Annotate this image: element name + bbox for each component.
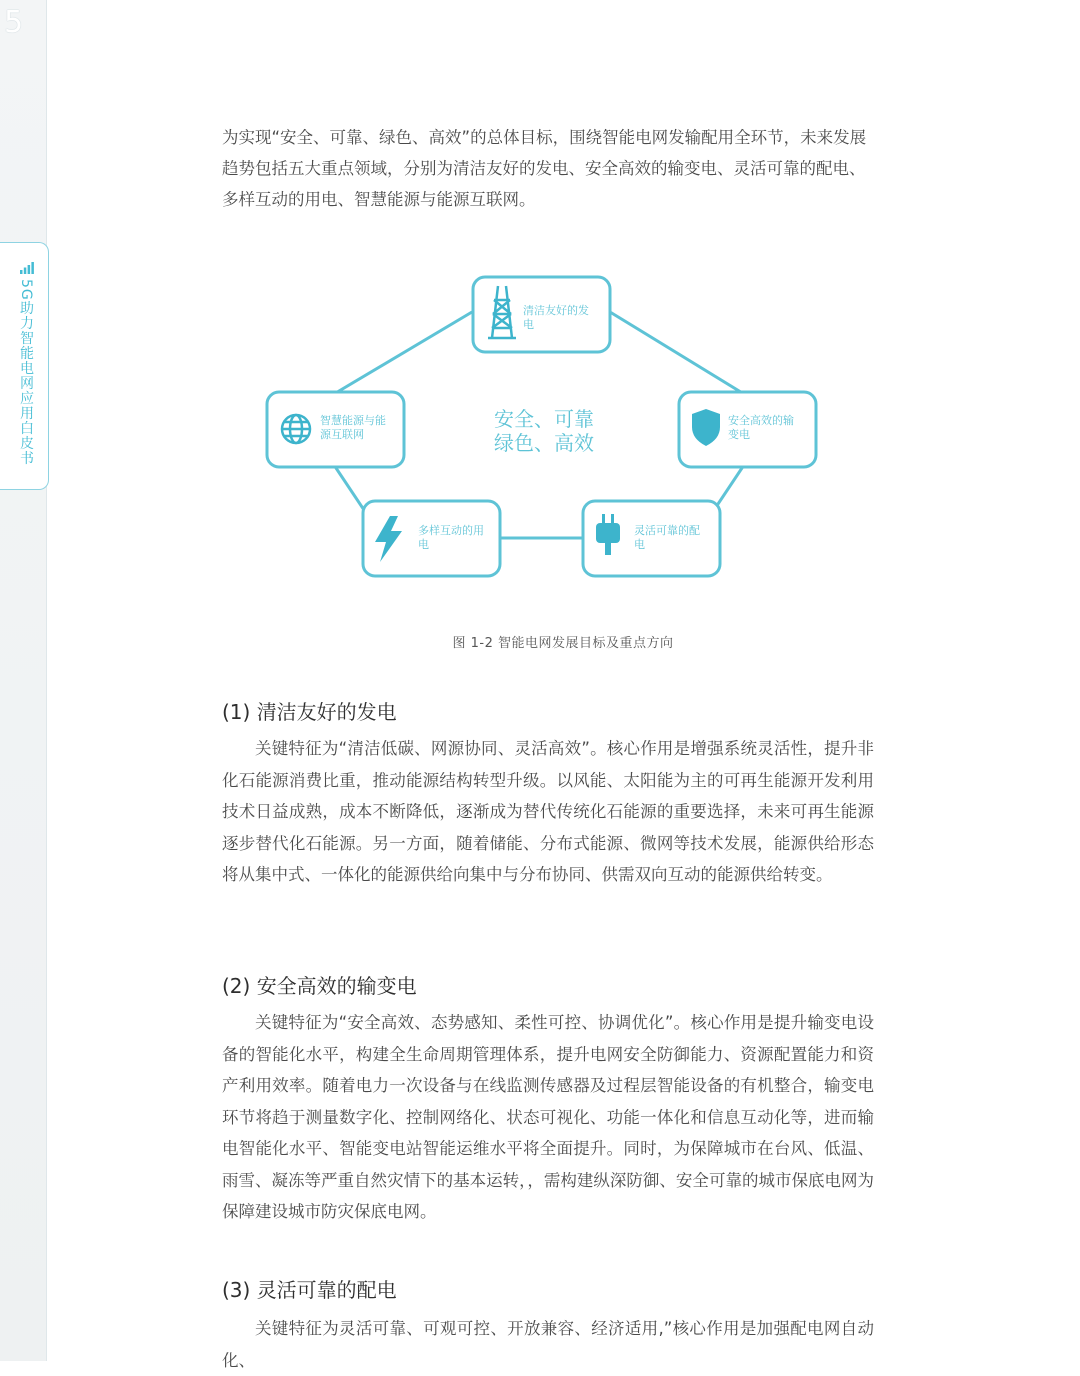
node-label-line2: 源互联网 xyxy=(320,428,364,441)
smart-grid-goals-diagram xyxy=(262,272,822,587)
node-energy-internet xyxy=(267,392,404,467)
side-chapter-tab xyxy=(0,242,49,490)
node-label-line2: 电 xyxy=(634,538,645,551)
signal-bars-icon xyxy=(20,262,34,274)
node-label-line2: 电 xyxy=(418,538,429,551)
node-distribution xyxy=(583,501,720,576)
center-line-1: 安全、可靠 xyxy=(494,407,594,431)
node-label-line1: 灵活可靠的配 xyxy=(634,524,700,537)
node-label-line1: 智慧能源与能 xyxy=(320,414,386,427)
node-label-line1: 多样互动的用 xyxy=(418,524,484,537)
node-transmission xyxy=(679,392,816,467)
section-1-heading: (1) 清洁友好的发电 xyxy=(222,700,397,724)
left-margin-strip xyxy=(0,0,47,1361)
center-line-2: 绿色、高效 xyxy=(494,431,594,455)
page-number: 5 xyxy=(4,5,20,40)
section-2-heading: (2) 安全高效的输变电 xyxy=(222,974,417,998)
book-title: 5G助力智能电网应用白皮书 xyxy=(18,279,34,466)
node-label-line2: 变电 xyxy=(728,428,750,441)
section-3-heading: (3) 灵活可靠的配电 xyxy=(222,1278,397,1302)
section-1-body: 关键特征为“清洁低碳、网源协同、灵活高效”。核心作用是增强系统灵活性，提升非化石能源消费比重，推动能源结构转型升级。以风能、太阳能为主的可再生能源开发利用技术日益成熟，成本不断降低，逐渐成为替代传统化石能源的重要选择，未来可再生能源逐步替代化石能源。另一方面，随着储能、分布式能源、微网等技术发展，能源供给形态将从集中式、一体化的能源供给向集中与分布协同、供需双向互动的能源供给转变。 xyxy=(222,739,874,884)
section-3-body: 关键特征为灵活可靠、可观可控、开放兼容、经济适用,”核心作用是加强配电网自动化、 xyxy=(222,1319,874,1370)
intro-paragraph: 为实现“安全、可靠、绿色、高效”的总体目标，围绕智能电网发输配用全环节，未来发展趋势包括五大重点领域，分别为清洁友好的发电、安全高效的输变电、灵活可靠的配电、多样互动的用电、智慧能源与能源互联网。 xyxy=(222,128,867,209)
node-label-line1: 安全高效的输 xyxy=(728,414,794,427)
node-clean-generation xyxy=(473,277,610,352)
figure-caption: 图 1-2 智能电网发展目标及重点方向 xyxy=(452,636,674,651)
node-label-line1: 清洁友好的发 xyxy=(523,304,589,317)
center-goal-text xyxy=(494,407,594,455)
section-2-body: 关键特征为“安全高效、态势感知、柔性可控、协调优化”。核心作用是提升输变电设备的智能化水平，构建全生命周期管理体系，提升电网安全防御能力、资源配置能力和资产利用效率。随着电力一次设备与在线监测传感器及过程层智能设备的有机整合，输变电环节将趋于测量数字化、控制网络化、状态可视化、功能一体化和信息互动化等，进而输电智能化水平、智能变电站智能运维水平将全面提升。同时，为保障城市在台风、低温、雨雪、凝冻等严重自然灾情下的基本运转，，需构建纵深防御、安全可靠的城市保底电网为保障建设城市防灾保底电网。 xyxy=(222,1013,874,1221)
node-consumption xyxy=(363,501,500,576)
node-label-line2: 电 xyxy=(523,318,534,331)
